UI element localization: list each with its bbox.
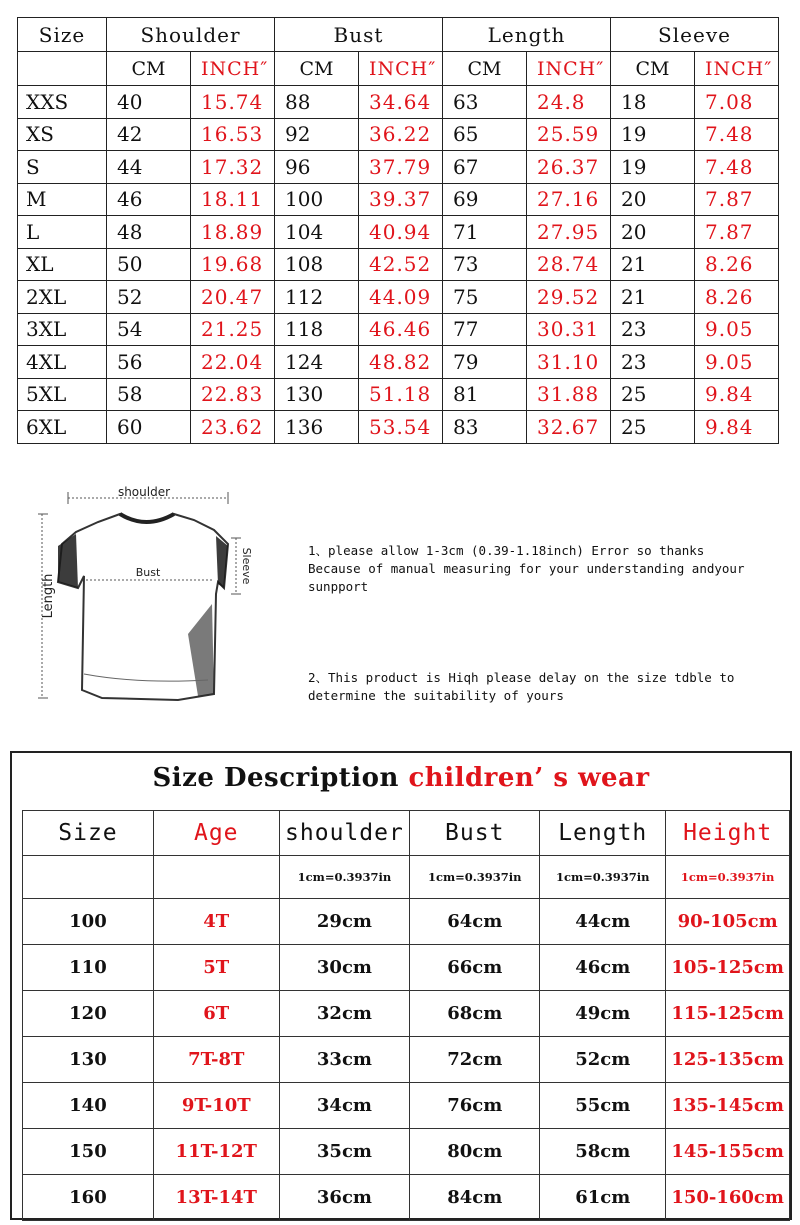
- cm-value-cell: 124: [275, 346, 359, 379]
- inch-value-cell: 17.32: [191, 151, 275, 184]
- size-cell: 6XL: [18, 411, 107, 444]
- unit-inch: INCH″: [527, 52, 611, 86]
- length-cell: 58cm: [540, 1129, 666, 1175]
- title-childrens-wear: children’ s wear: [408, 763, 650, 793]
- inch-value-cell: 26.37: [527, 151, 611, 184]
- units-blank: [23, 856, 154, 899]
- cm-value-cell: 23: [611, 346, 695, 379]
- size-cell: 100: [23, 899, 154, 945]
- inch-value-cell: 22.04: [191, 346, 275, 379]
- age-cell: 11T-12T: [153, 1129, 279, 1175]
- shoulder-cell: 33cm: [279, 1037, 410, 1083]
- cm-value-cell: 46: [107, 183, 191, 216]
- adult-size-row: [18, 183, 779, 216]
- children-size-row: [23, 1083, 790, 1129]
- inch-value-cell: 48.82: [359, 346, 443, 379]
- cm-value-cell: 79: [443, 346, 527, 379]
- adult-size-row: [18, 86, 779, 119]
- shoulder-cell: 29cm: [279, 899, 410, 945]
- inch-value-cell: 46.46: [359, 313, 443, 346]
- adult-units-row: [18, 52, 779, 86]
- inch-value-cell: 30.31: [527, 313, 611, 346]
- adult-size-row: [18, 248, 779, 281]
- unit-inch: INCH″: [191, 52, 275, 86]
- size-table-note: 2、This product is Hiqh please delay on the size tdble to determine the suitability of yours: [308, 670, 735, 703]
- cm-value-cell: 23: [611, 313, 695, 346]
- age-cell: 5T: [153, 945, 279, 991]
- cm-value-cell: 65: [443, 118, 527, 151]
- cm-value-cell: 48: [107, 216, 191, 249]
- length-cell: 52cm: [540, 1037, 666, 1083]
- size-cell: L: [18, 216, 107, 249]
- shoulder-cell: 36cm: [279, 1175, 410, 1221]
- inch-value-cell: 21.25: [191, 313, 275, 346]
- bust-cell: 66cm: [410, 945, 540, 991]
- children-size-section: [10, 751, 792, 1220]
- inch-value-cell: 22.83: [191, 378, 275, 411]
- length-cell: 49cm: [540, 991, 666, 1037]
- header-length: Length: [443, 18, 611, 52]
- cm-value-cell: 83: [443, 411, 527, 444]
- cm-value-cell: 108: [275, 248, 359, 281]
- size-cell: 110: [23, 945, 154, 991]
- cm-value-cell: 52: [107, 281, 191, 314]
- cm-value-cell: 20: [611, 216, 695, 249]
- cm-value-cell: 69: [443, 183, 527, 216]
- header-size: Size: [23, 811, 154, 856]
- length-cell: 55cm: [540, 1083, 666, 1129]
- cm-value-cell: 44: [107, 151, 191, 184]
- cm-value-cell: 104: [275, 216, 359, 249]
- cm-value-cell: 92: [275, 118, 359, 151]
- bust-cell: 72cm: [410, 1037, 540, 1083]
- inch-value-cell: 7.87: [695, 216, 779, 249]
- bust-cell: 76cm: [410, 1083, 540, 1129]
- cm-value-cell: 21: [611, 281, 695, 314]
- inch-value-cell: 36.22: [359, 118, 443, 151]
- cm-value-cell: 20: [611, 183, 695, 216]
- cm-value-cell: 25: [611, 411, 695, 444]
- size-cell: 140: [23, 1083, 154, 1129]
- cm-value-cell: 21: [611, 248, 695, 281]
- header-bust: Bust: [275, 18, 443, 52]
- children-units-row: [23, 856, 790, 899]
- size-cell: 150: [23, 1129, 154, 1175]
- height-cell: 125-135cm: [666, 1037, 790, 1083]
- age-cell: 9T-10T: [153, 1083, 279, 1129]
- header-height: Height: [666, 811, 790, 856]
- inch-value-cell: 31.10: [527, 346, 611, 379]
- height-cell: 105-125cm: [666, 945, 790, 991]
- size-cell: S: [18, 151, 107, 184]
- adult-size-row: [18, 378, 779, 411]
- cm-value-cell: 40: [107, 86, 191, 119]
- header-size: Size: [18, 18, 107, 52]
- inch-value-cell: 15.74: [191, 86, 275, 119]
- inch-value-cell: 29.52: [527, 281, 611, 314]
- length-cell: 46cm: [540, 945, 666, 991]
- cm-value-cell: 67: [443, 151, 527, 184]
- bust-cell: 80cm: [410, 1129, 540, 1175]
- tshirt-shape: [58, 514, 228, 700]
- sleeve-measure-line: [231, 538, 241, 594]
- shoulder-cell: 35cm: [279, 1129, 410, 1175]
- children-size-row: [23, 1129, 790, 1175]
- cm-value-cell: 88: [275, 86, 359, 119]
- unit-cm: CM: [443, 52, 527, 86]
- cm-value-cell: 130: [275, 378, 359, 411]
- inch-value-cell: 7.08: [695, 86, 779, 119]
- age-cell: 7T-8T: [153, 1037, 279, 1083]
- bust-cell: 68cm: [410, 991, 540, 1037]
- inch-value-cell: 27.95: [527, 216, 611, 249]
- shoulder-cell: 34cm: [279, 1083, 410, 1129]
- cm-value-cell: 96: [275, 151, 359, 184]
- adult-size-row: [18, 216, 779, 249]
- header-shoulder: shoulder: [279, 811, 410, 856]
- height-cell: 135-145cm: [666, 1083, 790, 1129]
- cm-value-cell: 50: [107, 248, 191, 281]
- inch-value-cell: 9.84: [695, 411, 779, 444]
- cm-value-cell: 56: [107, 346, 191, 379]
- inch-value-cell: 16.53: [191, 118, 275, 151]
- children-size-title: [12, 763, 790, 793]
- cm-value-cell: 25: [611, 378, 695, 411]
- size-cell: 2XL: [18, 281, 107, 314]
- age-cell: 4T: [153, 899, 279, 945]
- children-size-row: [23, 1037, 790, 1083]
- size-cell: 160: [23, 1175, 154, 1221]
- cm-value-cell: 73: [443, 248, 527, 281]
- cm-value-cell: 19: [611, 118, 695, 151]
- size-cell: XL: [18, 248, 107, 281]
- cm-value-cell: 60: [107, 411, 191, 444]
- children-size-row: [23, 991, 790, 1037]
- inch-value-cell: 44.09: [359, 281, 443, 314]
- cm-value-cell: 118: [275, 313, 359, 346]
- children-header-row: [23, 811, 790, 856]
- header-shoulder: Shoulder: [107, 18, 275, 52]
- unit-inch: INCH″: [359, 52, 443, 86]
- size-cell: M: [18, 183, 107, 216]
- shoulder-cell: 32cm: [279, 991, 410, 1037]
- age-cell: 13T-14T: [153, 1175, 279, 1221]
- adult-size-row: [18, 411, 779, 444]
- inch-value-cell: 42.52: [359, 248, 443, 281]
- units-blank: [18, 52, 107, 86]
- height-cell: 145-155cm: [666, 1129, 790, 1175]
- inch-value-cell: 23.62: [191, 411, 275, 444]
- cm-value-cell: 81: [443, 378, 527, 411]
- unit-cm: CM: [107, 52, 191, 86]
- adult-header-row: [18, 18, 779, 52]
- header-bust: Bust: [410, 811, 540, 856]
- cm-value-cell: 136: [275, 411, 359, 444]
- inch-value-cell: 19.68: [191, 248, 275, 281]
- size-cell: 5XL: [18, 378, 107, 411]
- size-cell: 120: [23, 991, 154, 1037]
- inch-value-cell: 34.64: [359, 86, 443, 119]
- header-age: Age: [153, 811, 279, 856]
- adult-size-row: [18, 313, 779, 346]
- unit-inch: INCH″: [695, 52, 779, 86]
- height-cell: 115-125cm: [666, 991, 790, 1037]
- unit-conversion: 1cm=0.3937in: [540, 856, 666, 899]
- inch-value-cell: 28.74: [527, 248, 611, 281]
- unit-conversion: 1cm=0.3937in: [279, 856, 410, 899]
- inch-value-cell: 9.05: [695, 346, 779, 379]
- cm-value-cell: 54: [107, 313, 191, 346]
- inch-value-cell: 9.84: [695, 378, 779, 411]
- cm-value-cell: 19: [611, 151, 695, 184]
- cm-value-cell: 58: [107, 378, 191, 411]
- length-cell: 44cm: [540, 899, 666, 945]
- unit-conversion: 1cm=0.3937in: [410, 856, 540, 899]
- inch-value-cell: 8.26: [695, 281, 779, 314]
- bust-cell: 64cm: [410, 899, 540, 945]
- children-size-row: [23, 899, 790, 945]
- inch-value-cell: 18.11: [191, 183, 275, 216]
- measurement-error-note: 1、please allow 1-3cm (0.39-1.18inch) Error so thanks Because of manual measuring for your understanding andyour sunpport: [308, 543, 745, 594]
- cm-value-cell: 42: [107, 118, 191, 151]
- adult-size-table: [17, 17, 779, 444]
- children-size-table: [22, 810, 790, 1221]
- tshirt-measurement-diagram: [38, 484, 260, 716]
- children-size-row: [23, 945, 790, 991]
- length-label: Length: [41, 573, 56, 619]
- size-cell: XXS: [18, 86, 107, 119]
- inch-value-cell: 40.94: [359, 216, 443, 249]
- adult-size-row: [18, 281, 779, 314]
- unit-cm: CM: [275, 52, 359, 86]
- inch-value-cell: 27.16: [527, 183, 611, 216]
- cm-value-cell: 18: [611, 86, 695, 119]
- inch-value-cell: 20.47: [191, 281, 275, 314]
- cm-value-cell: 100: [275, 183, 359, 216]
- inch-value-cell: 8.26: [695, 248, 779, 281]
- height-cell: 150-160cm: [666, 1175, 790, 1221]
- bust-label: Bust: [135, 566, 161, 579]
- shoulder-label: shoulder: [117, 485, 171, 499]
- height-cell: 90-105cm: [666, 899, 790, 945]
- unit-cm: CM: [611, 52, 695, 86]
- cm-value-cell: 75: [443, 281, 527, 314]
- inch-value-cell: 53.54: [359, 411, 443, 444]
- inch-value-cell: 9.05: [695, 313, 779, 346]
- inch-value-cell: 7.48: [695, 151, 779, 184]
- size-cell: 4XL: [18, 346, 107, 379]
- sleeve-label: Sleeve: [240, 547, 253, 585]
- bust-cell: 84cm: [410, 1175, 540, 1221]
- adult-size-row: [18, 346, 779, 379]
- unit-conversion: 1cm=0.3937in: [666, 856, 790, 899]
- inch-value-cell: 51.18: [359, 378, 443, 411]
- size-cell: XS: [18, 118, 107, 151]
- units-blank: [153, 856, 279, 899]
- inch-value-cell: 7.87: [695, 183, 779, 216]
- children-size-row: [23, 1175, 790, 1221]
- cm-value-cell: 71: [443, 216, 527, 249]
- inch-value-cell: 25.59: [527, 118, 611, 151]
- size-cell: 130: [23, 1037, 154, 1083]
- inch-value-cell: 24.8: [527, 86, 611, 119]
- inch-value-cell: 31.88: [527, 378, 611, 411]
- inch-value-cell: 39.37: [359, 183, 443, 216]
- length-cell: 61cm: [540, 1175, 666, 1221]
- size-cell: 3XL: [18, 313, 107, 346]
- header-sleeve: Sleeve: [611, 18, 779, 52]
- cm-value-cell: 77: [443, 313, 527, 346]
- inch-value-cell: 7.48: [695, 118, 779, 151]
- header-length: Length: [540, 811, 666, 856]
- inch-value-cell: 37.79: [359, 151, 443, 184]
- cm-value-cell: 63: [443, 86, 527, 119]
- shoulder-cell: 30cm: [279, 945, 410, 991]
- inch-value-cell: 18.89: [191, 216, 275, 249]
- age-cell: 6T: [153, 991, 279, 1037]
- title-size-description: Size Description: [152, 763, 409, 793]
- adult-size-row: [18, 118, 779, 151]
- adult-size-row: [18, 151, 779, 184]
- inch-value-cell: 32.67: [527, 411, 611, 444]
- cm-value-cell: 112: [275, 281, 359, 314]
